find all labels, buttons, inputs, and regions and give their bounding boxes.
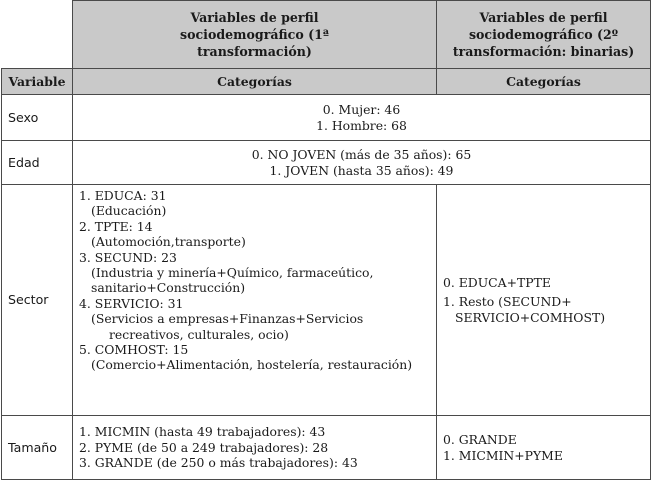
sector-binary-0: 0. EDUCA+TPTE bbox=[443, 274, 551, 290]
header-first-transformation bbox=[73, 1, 437, 69]
categorias-header-2: Categorías bbox=[437, 69, 651, 95]
sector-item-5-detail: (Comercio+Alimentación, hostelería, restauración) bbox=[91, 357, 413, 373]
variable-tamano: Tamaño bbox=[2, 416, 73, 480]
variable-edad: Edad bbox=[2, 141, 73, 185]
tamano-item-3: 3. GRANDE (de 250 o más trabajadores): 43 bbox=[79, 455, 358, 471]
sector-item-5: 5. COMHOST: 15 bbox=[79, 342, 189, 358]
variable-header: Variable bbox=[2, 69, 73, 95]
sector-item-4: 4. SERVICIO: 31 bbox=[79, 295, 184, 311]
edad-category-0: 0. NO JOVEN (más de 35 años): 65 bbox=[251, 147, 472, 163]
sector-categories bbox=[73, 185, 437, 416]
sector-binary-categories bbox=[437, 185, 651, 416]
sector-binary-1: 1. Resto (SECUND+ SERVICIO+COMHOST) bbox=[443, 294, 606, 325]
subheader-row bbox=[2, 69, 651, 95]
sector-item-2: 2. TPTE: 14 bbox=[79, 218, 153, 234]
edad-categories bbox=[73, 141, 651, 185]
row-tamano bbox=[2, 416, 651, 480]
variable-sector: Sector bbox=[2, 185, 73, 416]
sector-item-2-detail: (Automoción,transporte) bbox=[91, 234, 246, 250]
sector-item-1-detail: (Educación) bbox=[91, 203, 167, 219]
tamano-binary-categories bbox=[437, 416, 651, 480]
edad-category-1: 1. JOVEN (hasta 35 años): 49 bbox=[269, 162, 454, 178]
sociodemographic-variables-table bbox=[1, 0, 651, 480]
variable-sexo: Sexo bbox=[2, 95, 73, 141]
sexo-categories bbox=[73, 95, 651, 141]
sector-item-1: 1. EDUCA: 31 bbox=[79, 188, 167, 203]
tamano-item-2: 2. PYME (de 50 a 249 trabajadores): 28 bbox=[79, 439, 329, 455]
tamano-binary-1: 1. MICMIN+PYME bbox=[443, 447, 563, 463]
empty-corner-cell bbox=[2, 1, 73, 69]
tamano-item-1: 1. MICMIN (hasta 49 trabajadores): 43 bbox=[79, 424, 326, 440]
header-row bbox=[2, 1, 651, 69]
row-sector bbox=[2, 185, 651, 416]
header-second-transformation bbox=[437, 1, 651, 69]
header-first-transformation-text: Variables de perfil sociodemográfico (1ª transformación) bbox=[180, 10, 329, 59]
header-second-transformation-text: Variables de perfil sociodemográfico (2º transformación: binarias) bbox=[452, 10, 635, 59]
sexo-category-0: 0. Mujer: 46 bbox=[322, 102, 401, 118]
row-sexo bbox=[2, 95, 651, 141]
tamano-categories bbox=[73, 416, 437, 480]
sector-item-3-detail: (Industria y minería+Químico, farmaceútico, sanitario+Construcción) bbox=[91, 265, 374, 296]
tamano-binary-0: 0. GRANDE bbox=[443, 432, 517, 448]
sector-item-3: 3. SECUND: 23 bbox=[79, 249, 177, 265]
categorias-header-1: Categorías bbox=[73, 69, 437, 95]
sexo-category-1: 1. Hombre: 68 bbox=[316, 117, 407, 133]
sector-item-4-detail: (Servicios a empresas+Finanzas+Servicios recreativos, culturales, ocio) bbox=[91, 311, 364, 342]
row-edad bbox=[2, 141, 651, 185]
